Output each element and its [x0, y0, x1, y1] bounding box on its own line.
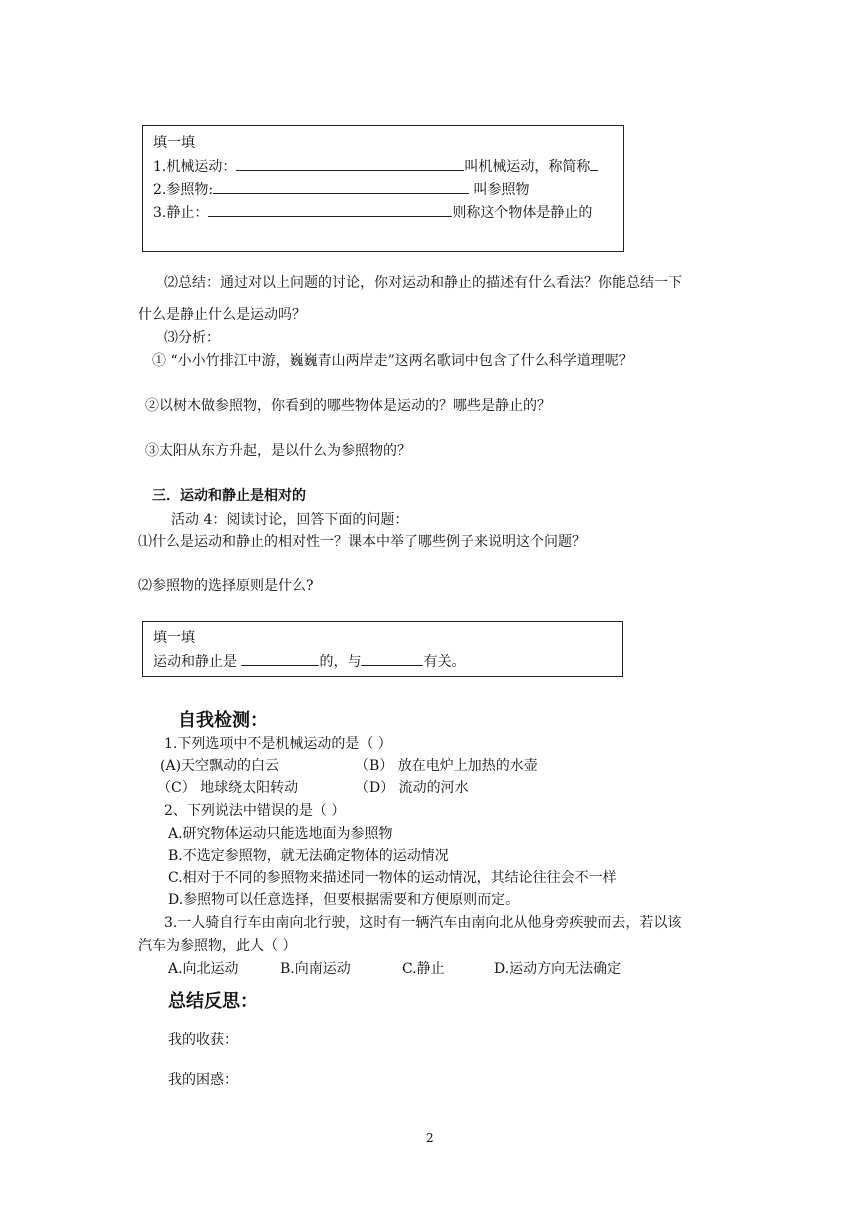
blank-field[interactable] — [590, 156, 598, 171]
blank-field[interactable] — [213, 179, 469, 194]
q1-option-d: （D） 流动的河水 — [355, 780, 469, 796]
section-3-question-2: ⑵参照物的选择原则是什么? — [138, 578, 314, 594]
box2-prefix: 运动和静止是 — [153, 654, 242, 670]
box2-line — [153, 651, 465, 672]
q1-option-b: （B） 放在电炉上加热的水壶 — [355, 758, 538, 774]
box1-title: 填一填 — [153, 135, 195, 151]
box1-line1 — [153, 156, 598, 177]
section-3-heading: 三．运动和静止是相对的 — [152, 488, 306, 504]
section-3-question-1: ⑴什么是运动和静止的相对性一？课本中举了哪些例子来说明这个问题？ — [138, 534, 586, 550]
q2-option-b: B.不选定参照物，就无法确定物体的运动情况 — [168, 848, 449, 864]
q2-option-a: A.研究物体运动只能选地面为参照物 — [168, 826, 393, 842]
box1-line3 — [153, 202, 592, 223]
analysis-question-2: ②以树木做参照物，你看到的哪些物体是运动的？哪些是静止的？ — [145, 398, 551, 414]
reflection-confusion: 我的困惑： — [168, 1072, 238, 1088]
self-test-question-2: 2、下列说法中错误的是（ ） — [164, 803, 346, 819]
self-test-heading: 自我检测： — [178, 710, 268, 731]
self-test-question-3-line-2: 汽车为参照物，此人（ ） — [138, 938, 297, 954]
q3-option-d: D.运动方向无法确定 — [494, 961, 622, 977]
q1-option-a: (A)天空飘动的白云 — [160, 758, 280, 774]
q2-option-c: C.相对于不同的参照物来描述同一物体的运动情况，其结论往往会不一样 — [168, 870, 617, 886]
box2-suffix: 有关。 — [423, 654, 466, 670]
box1-line3-prefix: 3.静止： — [153, 205, 209, 221]
activity-4: 活动 4：阅读讨论，回答下面的问题： — [171, 512, 409, 528]
box1-line2-suffix: 叫参照物 — [469, 182, 530, 198]
box1-line2-prefix: 2.参照物: — [153, 182, 214, 198]
self-test-question-1: 1.下列选项中不是机械运动的是（ ） — [164, 736, 392, 752]
analysis-question-3: ③太阳从东方升起，是以什么为参照物的？ — [145, 443, 411, 459]
box1-line3-suffix: 则称这个物体是静止的 — [452, 205, 593, 221]
blank-field[interactable] — [241, 651, 319, 666]
blank-field[interactable] — [361, 651, 423, 666]
box1-line2 — [153, 179, 530, 200]
box1-line1-suffix: 叫机械运动，称简称 — [464, 159, 591, 175]
reflection-heading: 总结反思： — [168, 991, 258, 1012]
page-number: 2 — [426, 1131, 434, 1145]
box2-title: 填一填 — [153, 630, 195, 646]
reflection-gain: 我的收获： — [168, 1032, 238, 1048]
box2-middle: 的，与 — [319, 654, 362, 670]
q3-option-b: B.向南运动 — [280, 961, 351, 977]
blank-field[interactable] — [208, 202, 452, 217]
summary-line-2: 什么是静止什么是运动吗？ — [138, 307, 306, 323]
analysis-question-1: ① “小小竹排江中游，巍巍青山两岸走”这两名歌词中包含了什么科学道理呢？ — [152, 353, 633, 369]
blank-field[interactable] — [236, 156, 464, 171]
q2-option-d: D.参照物可以任意选择，但要根据需要和方便原则而定。 — [168, 892, 520, 908]
q3-option-c: C.静止 — [402, 961, 445, 977]
q1-option-c: （C） 地球绕太阳转动 — [157, 780, 299, 796]
self-test-question-3-line-1: 3.一人骑自行车由南向北行驶，这时有一辆汽车由南向北从他身旁疾驶而去，若以该 — [164, 915, 682, 931]
summary-line-1: ⑵总结：通过对以上问题的讨论，你对运动和静止的描述有什么看法？你能总结一下 — [164, 275, 682, 291]
q3-option-a: A.向北运动 — [168, 961, 239, 977]
box1-line1-prefix: 1.机械运动： — [153, 159, 237, 175]
analysis-label: ⑶分析： — [164, 330, 220, 346]
